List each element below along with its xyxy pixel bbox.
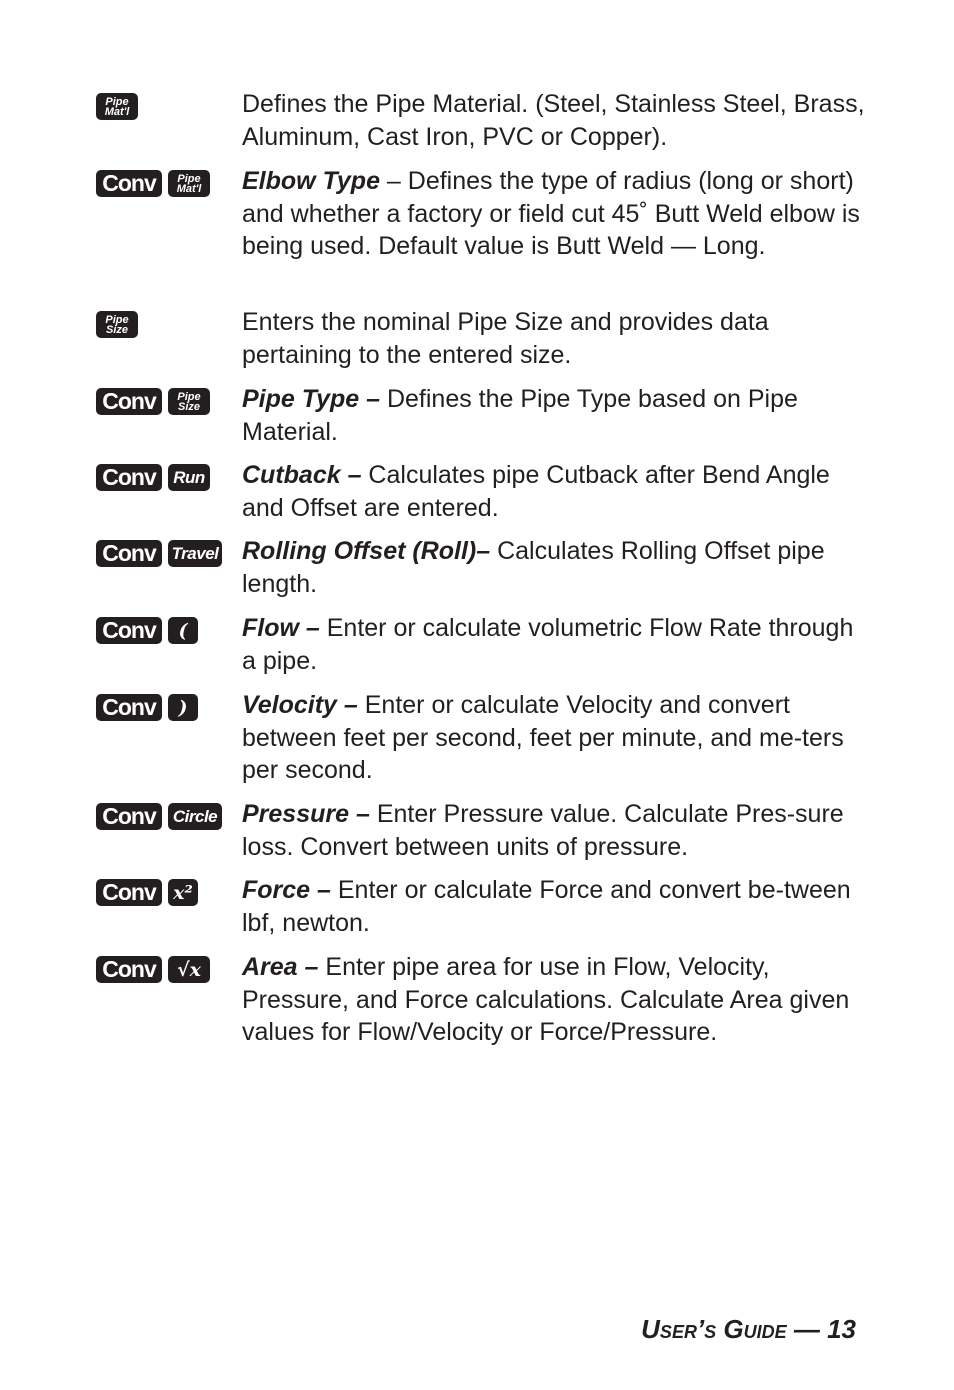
- entry-description: Elbow Type – Defines the type of radius (long or short) and whether a factory or field cut 45˚ Butt Weld elbow is being used. Default value is Butt Weld — Long.: [242, 167, 860, 260]
- conv-key-icon: Conv: [96, 617, 162, 644]
- page-footer: [641, 1314, 856, 1345]
- key-group: [96, 798, 242, 830]
- entry-title: Force –: [242, 876, 331, 904]
- entry-title: Rolling Offset (Roll)–: [242, 537, 491, 565]
- entry-pipe-type: [96, 383, 866, 459]
- key-group: [96, 951, 242, 983]
- entry-description: Area – Enter pipe area for use in Flow, Velocity, Pressure, and Force calculations. Calculate Area given values for Flow/Velocity or Force/Pressure.: [242, 953, 850, 1046]
- guide-title: User’s Guide: [641, 1314, 787, 1344]
- conv-key-icon: Conv: [96, 170, 162, 197]
- entry-pipe-size: [96, 306, 866, 383]
- footer-separator: —: [786, 1314, 828, 1344]
- entry-description: Force – Enter or calculate Force and convert be-tween lbf, newton.: [242, 876, 851, 937]
- key-group: [96, 535, 242, 567]
- entry-title: Flow –: [242, 614, 320, 642]
- conv-key-icon: Conv: [96, 694, 162, 721]
- entry-elbow-type: [96, 165, 866, 306]
- entry-description: Pressure – Enter Pressure value. Calculate Pres-sure loss. Convert between units of pressure.: [242, 800, 844, 861]
- pipe-matl-key-icon: Pipe Mat'l: [168, 170, 210, 197]
- page-number: 13: [827, 1314, 856, 1344]
- entry-description: Flow – Enter or calculate volumetric Flow Rate through a pipe.: [242, 614, 854, 675]
- entry-description: Defines the Pipe Material. (Steel, Stainless Steel, Brass, Aluminum, Cast Iron, PVC or Copper).: [242, 90, 865, 151]
- entry-area: [96, 951, 866, 1061]
- entry-list: [96, 88, 866, 1061]
- entry-description: Velocity – Enter or calculate Velocity and convert between feet per second, feet per minute, and me-ters per second.: [242, 691, 844, 784]
- conv-key-icon: Conv: [96, 803, 162, 830]
- conv-key-icon: Conv: [96, 879, 162, 906]
- key-group: [96, 874, 242, 906]
- entry-description: Cutback – Calculates pipe Cutback after Bend Angle and Offset are entered.: [242, 461, 830, 522]
- entry-title: Pipe Type –: [242, 385, 381, 413]
- entry-pipe-material: [96, 88, 866, 165]
- pipe-size-key-icon: Pipe Size: [96, 311, 138, 338]
- conv-key-icon: Conv: [96, 464, 162, 491]
- conv-key-icon: Conv: [96, 956, 162, 983]
- pipe-matl-key-icon: Pipe Mat'l: [96, 93, 138, 120]
- x-squared-key-icon: x²: [168, 879, 198, 906]
- entry-velocity: [96, 689, 866, 798]
- close-paren-key-icon: ): [168, 694, 198, 721]
- entry-flow: [96, 612, 866, 689]
- entry-title: Velocity –: [242, 691, 358, 719]
- open-paren-key-icon: (: [168, 617, 198, 644]
- key-group: [96, 383, 242, 415]
- entry-cutback: [96, 459, 866, 535]
- square-root-key-icon: √x: [168, 956, 210, 983]
- entry-title: Cutback –: [242, 461, 362, 489]
- entry-description: Enters the nominal Pipe Size and provides data pertaining to the entered size.: [242, 308, 769, 369]
- entry-force: [96, 874, 866, 951]
- run-key-icon: Run: [168, 464, 210, 491]
- entry-title: Area –: [242, 953, 319, 981]
- entry-pressure: [96, 798, 866, 874]
- entry-rolling-offset: [96, 535, 866, 612]
- key-group: [96, 306, 242, 338]
- entry-description: Rolling Offset (Roll)– Calculates Rolling Offset pipe length.: [242, 537, 825, 598]
- key-group: [96, 88, 242, 120]
- travel-key-icon: Travel: [168, 540, 222, 567]
- entry-description: Pipe Type – Defines the Pipe Type based on Pipe Material.: [242, 385, 798, 446]
- pipe-size-key-icon: Pipe Size: [168, 388, 210, 415]
- key-group: [96, 612, 242, 644]
- key-group: [96, 165, 242, 197]
- conv-key-icon: Conv: [96, 540, 162, 567]
- key-group: [96, 689, 242, 721]
- entry-title: Elbow Type: [242, 167, 380, 195]
- conv-key-icon: Conv: [96, 388, 162, 415]
- entry-title: Pressure –: [242, 800, 370, 828]
- key-group: [96, 459, 242, 491]
- circle-key-icon: Circle: [168, 803, 222, 830]
